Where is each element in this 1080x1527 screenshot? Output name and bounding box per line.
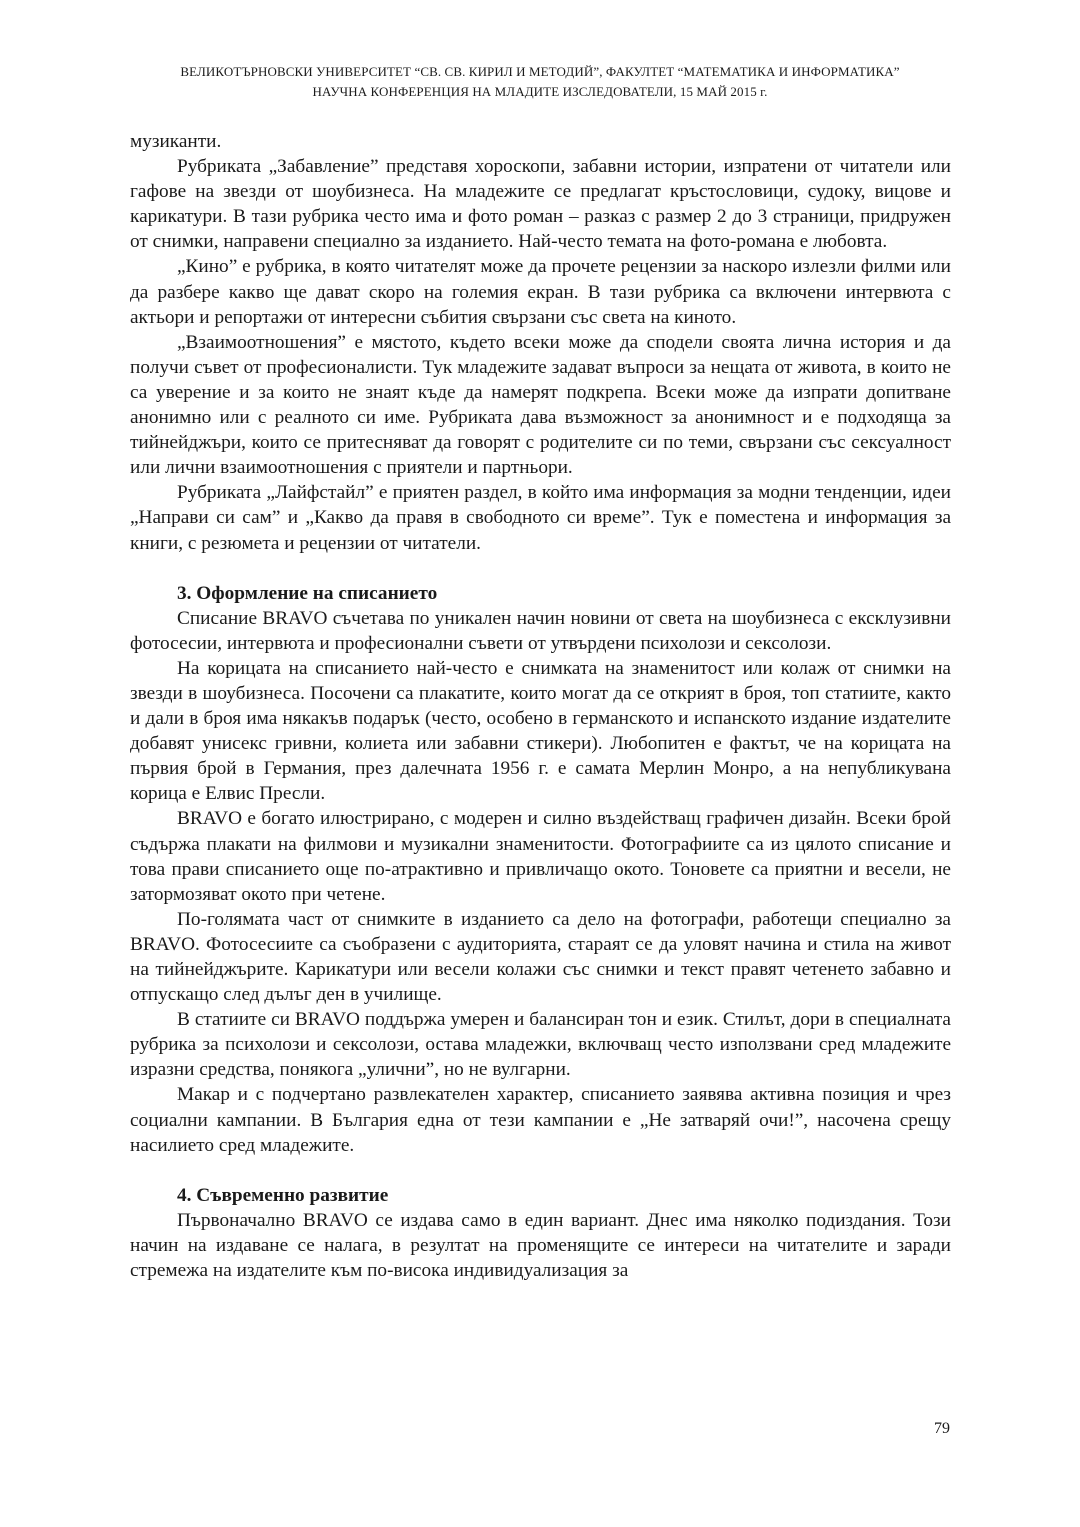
paragraph-cinema: „Кино” е рубрика, в която читателят може да прочете рецензии за наскоро излезли филми или да разбере какво ще дават скоро на големия екран. В тази рубрика са включени интервюта с актьори и репортажи от интересни събития свързани със света на киното.: [130, 256, 951, 328]
header-university-line: ВЕЛИКОТЪРНОВСКИ УНИВЕРСИТЕТ “СВ. СВ. КИРИЛ И МЕТОДИЙ”, ФАКУЛТЕТ “МАТЕМАТИКА И ИНФОРМАТИКА”: [180, 64, 900, 79]
body-text: [130, 129, 951, 1283]
paragraph-cover: На корицата на списанието най-често е снимката на знаменитост или колаж от снимки на звезди в шоубизнеса. Посочени са плакатите, които могат да се открият в броя, топ статиите, както и дали в броя има някакъв подарък (често, особено в германското и испанското издание издателите добавят унисекс гривни, колиета или забавни стикери). Любопитен е фактът, че на корицата на първия брой в Германия, през далечната 1956 г. е самата Мерлин Монро, а на непубликувана корица е Елвис Пресли.: [130, 657, 951, 805]
paragraph-campaigns: Макар и с подчертано развлекателен характер, списанието заявява активна позиция и чрез социални кампании. В България една от тези кампании е „Не затваряй очи!”, насочена срещу насилието сред младежите.: [130, 1084, 951, 1156]
paragraph-tone: В статиите си BRAVO поддържа умерен и балансиран тон и език. Стилът, дори в специалната рубрика за психолози и сексолози, остава младежки, включващ често използвани сред младежите изразни средства, понякога „улични”, но не вулгарни.: [130, 1009, 951, 1081]
header-conference-line: НАУЧНА КОНФЕРЕНЦИЯ НА МЛАДИТЕ ИЗСЛЕДОВАТЕЛИ, 15 МАЙ 2015 г.: [312, 84, 768, 99]
section-heading-development: 4. Съвременно развитие: [177, 1184, 389, 1206]
paragraph-illustration: BRAVO е богато илюстрирано, с модерен и силно въздействащ графичен дизайн. Всеки брой съдържа плакати на филмови и музикални знаменитости. Фотографиите са из цялото списание и това прави списанието още по-атрактивно и привличащо окото. Тоновете са приятни и весели, не затормозяват окото при четене.: [130, 808, 951, 905]
section-heading-design: 3. Оформление на списанието: [177, 582, 438, 604]
paragraph-relationships: „Взаимоотношения” е мястото, където всеки може да сподели своята лична история и да получи съвет от професионалисти. Тук младежите задават въпроси за нещата от живота, в които не са уверение и за които не знаят къде да намерят подкрепа. Всеки може да изпрати допитване анонимно или с реалното си име. Рубриката дава възможност за анонимност и е подходяща за тийнейджъри, които се притесняват да говорят с родителите си по теми, свързани със сексуалност или лични взаимоотношения с приятели и партньори.: [130, 331, 951, 479]
paragraph-entertainment: Рубриката „Забавление” представя хороскопи, забавни истории, изпратени от читатели или гафове на звезди от шоубизнеса. На младежите се предлагат кръстословици, судоку, вицове и карикатури. В тази рубрика често има и фото роман – разказ с размер 2 до 3 страници, придружен от снимки, направени специално за изданието. Най-често темата на фото-романа е любовта.: [130, 156, 951, 253]
paragraph-lifestyle: Рубриката „Лайфстайл” е приятен раздел, в който има информация за модни тенденции, идеи „Направи си сам” и „Какво да правя в свободното си време”. Тук е поместена и информация за книги, с резюмета и рецензии от читатели.: [130, 482, 951, 554]
page-header: [0, 62, 1080, 102]
paragraph-continuation: музиканти.: [130, 131, 222, 152]
paragraph-design-intro: Списание BRAVO съчетава по уникален начин новини от света на шоубизнеса с ексклузивни фотосесии, интервюта и професионални съвети от утвърдени психолози и сексолози.: [130, 607, 951, 654]
paragraph-photos: По-голямата част от снимките в изданието са дело на фотографи, работещи специално за BRAVO. Фотосесиите са съобразени с аудиторията, стараят се да уловят начина и стила на живот на тийнейджърите. Карикатури или весели колажи със снимки и текст правят четенето забавно и отпускащо след дълъг ден в училище.: [130, 908, 951, 1006]
page-number: 79: [934, 1420, 950, 1437]
paragraph-development: Първоначално BRAVO се издава само в един вариант. Днес има няколко подиздания. Този начин на издаване се налага, в резултат на променящите се интереси на читателите и заради стремежа на издателите към по-висока индивидуализация за: [130, 1209, 951, 1282]
